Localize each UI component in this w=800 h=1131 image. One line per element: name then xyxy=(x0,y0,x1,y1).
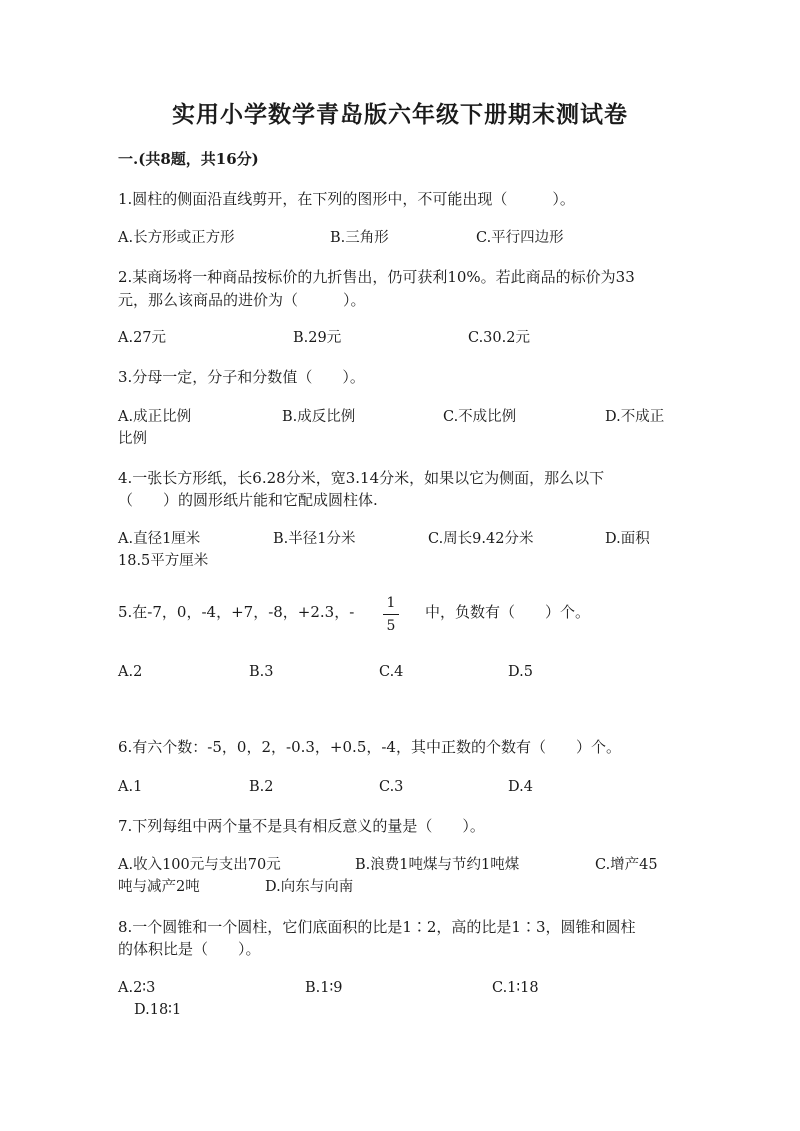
q7-option-c: C.增产45 xyxy=(595,857,658,873)
q4-option-c: C.周长9.42分米 xyxy=(428,531,534,547)
q1-option-b: B.三角形 xyxy=(330,230,389,246)
question-3: 3.分母一定，分子和分数值（ ）。 xyxy=(118,368,365,386)
q5-option-d: D.5 xyxy=(508,664,533,680)
q7-option-d: D.向东与向南 xyxy=(265,879,354,895)
fraction-one-fifth xyxy=(383,595,399,634)
q2-option-a: A.27元 xyxy=(118,330,167,346)
q5-option-a: A.2 xyxy=(118,664,143,680)
question-2-line-1: 2.某商场将一种商品按标价的九折售出，仍可获利10%。若此商品的标价为33 xyxy=(118,268,635,286)
q5-option-b: B.3 xyxy=(249,664,274,680)
q1-option-a: A.长方形或正方形 xyxy=(118,230,235,246)
q3-option-c: C.不成比例 xyxy=(443,409,517,425)
q3-option-d: D.不成正 xyxy=(605,409,665,425)
q7-option-a: A.收入100元与支出70元 xyxy=(118,857,281,873)
question-2-line-2: 元，那么该商品的进价为（ ）。 xyxy=(118,291,366,309)
question-5-text-after: 中，负数有（ ）个。 xyxy=(425,603,591,621)
question-1: 1.圆柱的侧面沿直线剪开，在下列的图形中，不可能出现（ ）。 xyxy=(118,190,575,208)
q2-option-b: B.29元 xyxy=(293,330,342,346)
question-6: 6.有六个数：-5，0，2，-0.3，+0.5，-4，其中正数的个数有（ ）个。 xyxy=(118,738,621,756)
q6-option-c: C.3 xyxy=(379,779,404,795)
q4-option-b: B.半径1分米 xyxy=(273,531,356,547)
q3-option-a: A.成正比例 xyxy=(118,409,192,425)
question-8-line-1: 8.一个圆锥和一个圆柱，它们底面积的比是1∶2，高的比是1∶3，圆锥和圆柱 xyxy=(118,918,636,936)
q2-option-c: C.30.2元 xyxy=(468,330,530,346)
question-4-line-1: 4.一张长方形纸，长6.28分米，宽3.14分米，如果以它为侧面，那么以下 xyxy=(118,469,605,487)
q1-option-c: C.平行四边形 xyxy=(476,230,564,246)
q8-option-a: A.2∶3 xyxy=(118,980,156,996)
q3-option-d-wrap: 比例 xyxy=(118,431,147,447)
section-heading: 一.(共8题，共16分) xyxy=(118,150,259,168)
q4-option-a: A.直径1厘米 xyxy=(118,531,201,547)
q3-option-b: B.成反比例 xyxy=(282,409,356,425)
question-7: 7.下列每组中两个量不是具有相反意义的量是（ ）。 xyxy=(118,817,485,835)
q8-option-d: D.18∶1 xyxy=(134,1002,182,1018)
q4-option-d: D.面积 xyxy=(605,531,650,547)
q5-option-c: C.4 xyxy=(379,664,404,680)
question-8-line-2: 的体积比是（ ）。 xyxy=(118,940,261,958)
question-5-text: 5.在-7，0，-4，+7，-8，+2.3，- xyxy=(118,603,355,621)
q8-option-c: C.1∶18 xyxy=(492,980,539,996)
q4-option-d-wrap: 18.5平方厘米 xyxy=(118,553,209,569)
exam-title: 实用小学数学青岛版六年级下册期末测试卷 xyxy=(172,101,628,128)
fraction-bar xyxy=(383,614,399,615)
q6-option-a: A.1 xyxy=(118,779,143,795)
q6-option-b: B.2 xyxy=(249,779,274,795)
question-4-line-2: （ ）的圆形纸片能和它配成圆柱体. xyxy=(118,491,378,509)
q6-option-d: D.4 xyxy=(508,779,533,795)
q8-option-b: B.1∶9 xyxy=(305,980,343,996)
q7-option-c-wrap: 吨与减产2吨 xyxy=(118,879,200,895)
q7-option-b: B.浪费1吨煤与节约1吨煤 xyxy=(355,857,520,873)
fraction-numerator: 1 xyxy=(386,595,396,611)
fraction-denominator: 5 xyxy=(386,618,396,634)
